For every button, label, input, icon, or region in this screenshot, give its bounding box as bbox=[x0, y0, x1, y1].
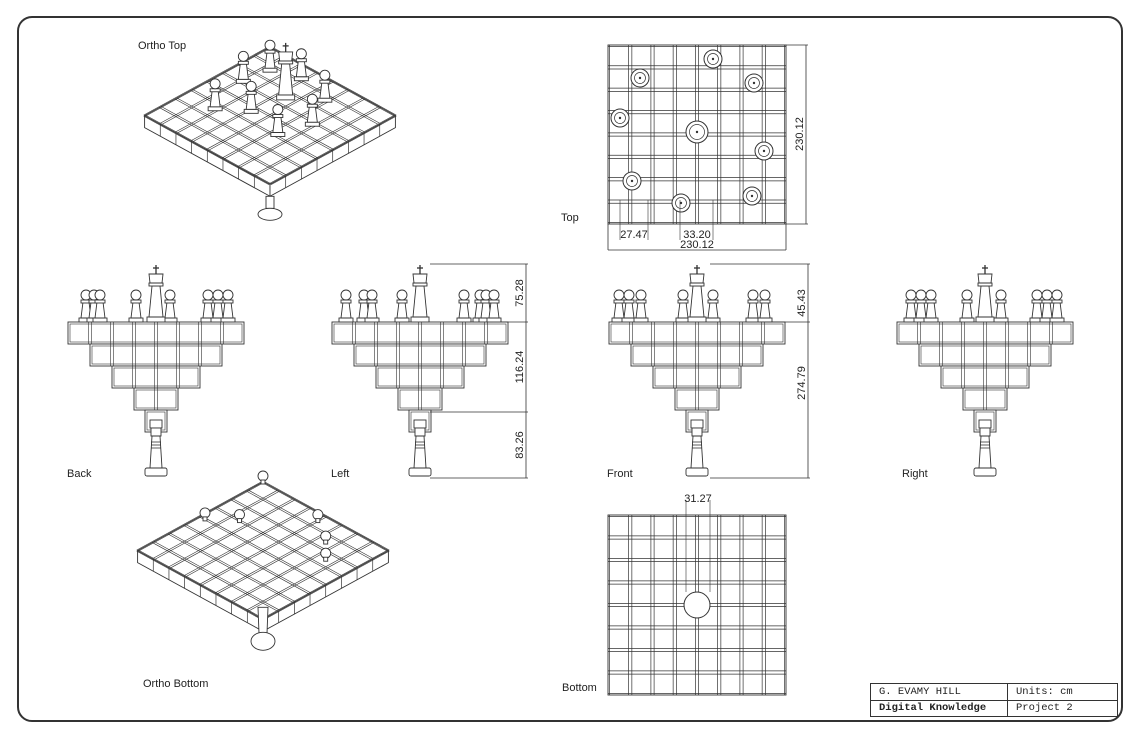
dim-left-lower: 83.26 bbox=[514, 431, 526, 459]
subject-title: Digital Knowledge bbox=[879, 702, 987, 715]
dim-top-small-b: 33.20 bbox=[683, 229, 711, 241]
title-block-right bbox=[1008, 684, 1117, 716]
dim-front-total: 274.79 bbox=[796, 366, 808, 400]
label-top: Top bbox=[561, 212, 579, 224]
title-block bbox=[870, 683, 1118, 717]
units-label: Units: cm bbox=[1008, 684, 1117, 701]
bottom-base-circle bbox=[684, 592, 710, 618]
back-elevation bbox=[68, 265, 244, 476]
top-view bbox=[608, 45, 808, 251]
label-right: Right bbox=[902, 468, 928, 480]
dim-left-upper: 75.28 bbox=[514, 279, 526, 307]
label-back: Back bbox=[67, 468, 92, 480]
ortho-bottom-isometric bbox=[137, 471, 390, 650]
label-front: Front bbox=[607, 468, 633, 480]
title-block-left bbox=[871, 684, 1008, 716]
label-left: Left bbox=[331, 468, 350, 480]
dim-front-upper: 45.43 bbox=[796, 289, 808, 317]
ortho-top-isometric bbox=[144, 40, 397, 220]
label-ortho-bottom: Ortho Bottom bbox=[143, 678, 209, 690]
front-elevation bbox=[609, 265, 785, 476]
label-ortho-top: Ortho Top bbox=[138, 40, 187, 52]
left-elevation bbox=[332, 265, 508, 476]
dim-left-middle: 116.24 bbox=[514, 350, 526, 384]
dim-top-width: 230.12 bbox=[680, 239, 714, 251]
label-bottom: Bottom bbox=[562, 682, 597, 694]
right-elevation bbox=[897, 265, 1073, 476]
project-label: Project 2 bbox=[1016, 702, 1073, 715]
bottom-view bbox=[608, 493, 786, 695]
dim-top-small-a: 27.47 bbox=[620, 229, 648, 241]
author-name: G. EVAMY HILL bbox=[871, 684, 1007, 701]
dim-top-height: 230.12 bbox=[794, 117, 806, 151]
dim-bottom-center: 31.27 bbox=[684, 493, 712, 505]
